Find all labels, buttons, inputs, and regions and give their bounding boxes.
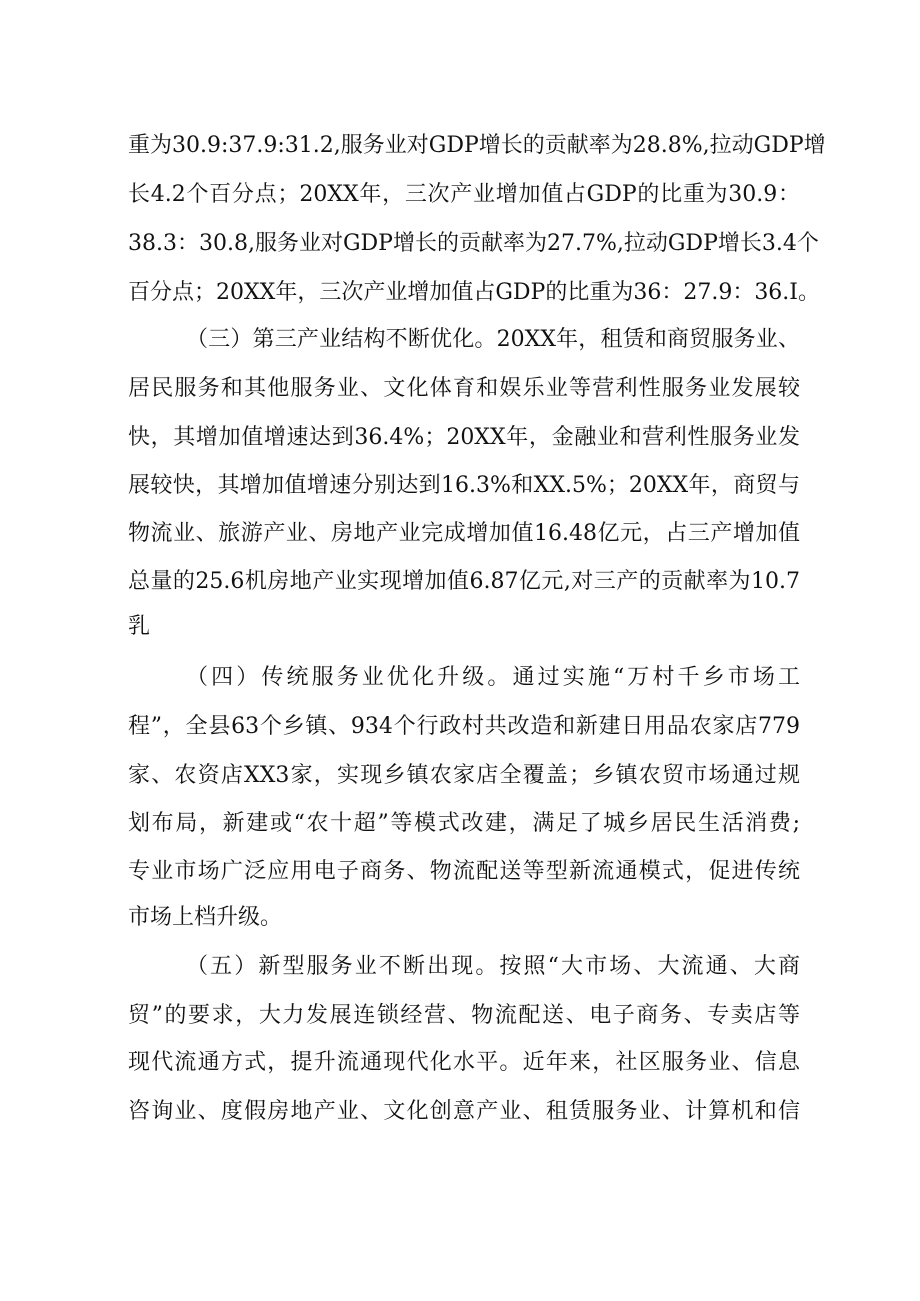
text-line: 长4.2个百分点；20XX年，三次产业增加值占GDP的比重为30.9： — [128, 182, 800, 207]
text-line: 乳 — [128, 614, 151, 639]
text-line: 快，其增加值增速达到36.4%；20XX年，金融业和营利性服务业发 — [128, 425, 800, 450]
text-line: 现代流通方式，提升流通现代化水平。近年来，社区服务业、信息 — [128, 1050, 800, 1075]
text-line: 物流业、旅游产业、房地产业完成增加值16.48亿元，占三产增加值 — [128, 521, 800, 546]
paragraph-3-heading-line: （三）第三产业结构不断优化。20XX年，租赁和商贸服务业、 — [186, 327, 800, 352]
text-line: 展较快，其增加值增速分别达到16.3%和XX.5%；20XX年，商贸与 — [128, 473, 800, 498]
paragraph-5-heading-line: （五）新型服务业不断出现。按照“大市场、大流通、大商 — [186, 954, 800, 979]
paragraph-4-heading-line: （四）传统服务业优化升级。通过实施“万村千乡市场工 — [186, 665, 800, 690]
text-line: 程”，全县63个乡镇、934个行政村共改造和新建日用品农家店779 — [128, 714, 800, 739]
text-line: 市场上档升级。 — [128, 905, 283, 930]
text-line: 专业市场广泛应用电子商务、物流配送等型新流通模式，促进传统 — [128, 859, 800, 884]
text-line: 家、农资店XX3家，实现乡镇农家店全覆盖；乡镇农贸市场通过规 — [128, 763, 800, 788]
text-line: 总量的25.6机房地产业实现增加值6.87亿元,对三产的贡献率为10.7 — [128, 569, 800, 594]
text-line: 重为30.9:37.9:31.2,服务业对GDP增长的贡献率为28.8%,拉动GDP增 — [128, 133, 826, 158]
text-line: 居民服务和其他服务业、文化体育和娱乐业等营利性服务业发展较 — [128, 376, 800, 401]
text-line: 百分点；20XX年，三次产业增加值占GDP的比重为36：27.9：36.I。 — [128, 280, 820, 305]
text-line: 38.3：30.8,服务业对GDP增长的贡献率为27.7%,拉动GDP增长3.4个 — [128, 231, 819, 256]
text-line: 咨询业、度假房地产业、文化创意产业、租赁服务业、计算机和信 — [128, 1099, 800, 1124]
text-line: 贸”的要求，大力发展连锁经营、物流配送、电子商务、专卖店等 — [128, 1003, 800, 1028]
text-line: 划布局，新建或“农十超”等模式改建，满足了城乡居民生活消费; — [128, 811, 800, 836]
